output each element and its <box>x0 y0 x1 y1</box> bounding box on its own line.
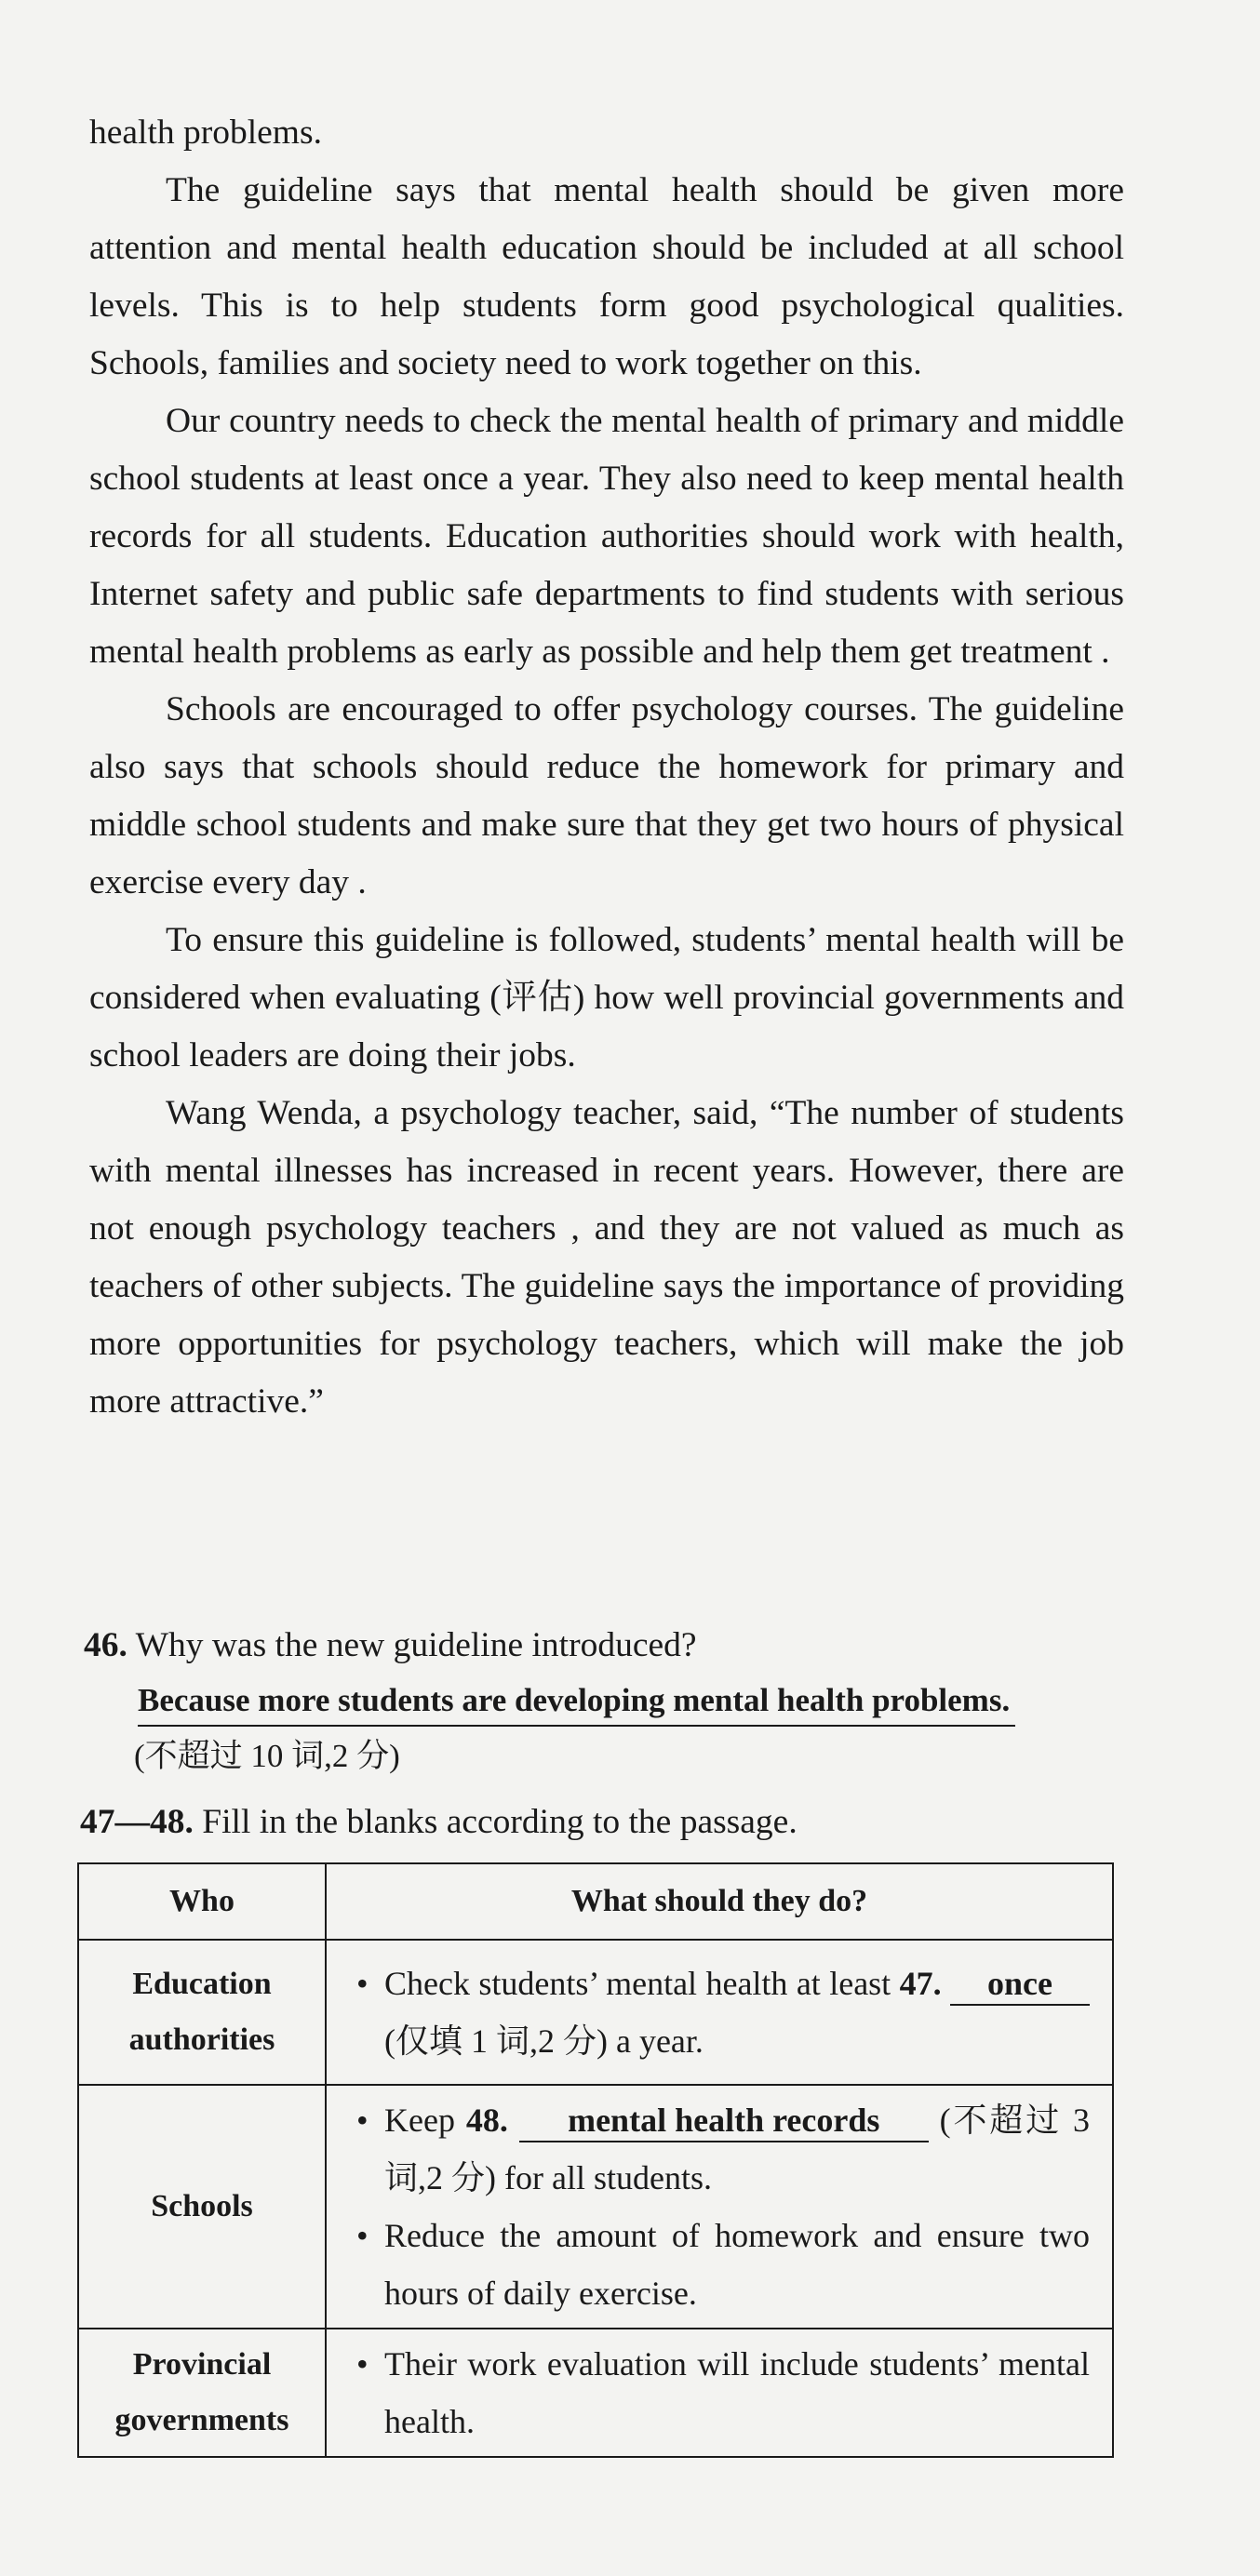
answer-47-blank: once <box>950 1963 1090 2006</box>
who-label: Schools <box>151 2189 253 2223</box>
header-who: Who <box>78 1863 326 1940</box>
paragraph: Schools are encouraged to offer psychology courses. The guideline also says that schools should reduce the homework for primary and middle school students and make sure that they get two hours of physical exercise every day . <box>89 690 1124 901</box>
header-what: What should they do? <box>326 1863 1113 1940</box>
paragraph: The guideline says that mental health should be given more attention and mental health education should be included at all school levels. This is to help students form good psychological qualities. Schools, families and society need to work together on this. <box>89 171 1124 382</box>
reading-passage <box>89 104 1124 1431</box>
bullet-item <box>353 1955 1090 2070</box>
paragraph: Our country needs to check the mental health of primary and middle school students at least once a year. They also need to keep mental health records for all students. Education authorities should work with health, Internet safety and public safe departments to find students with serious mental health problems as early as possible and help them get treatment . <box>89 402 1124 671</box>
bullet-item: • Reduce the amount of homework and ensure two hours of daily exercise. <box>353 2207 1090 2322</box>
table-row <box>78 2085 1113 2329</box>
question-number: 48. <box>465 2102 508 2139</box>
table-row <box>78 1940 1113 2085</box>
question-number: 47—48. <box>80 1803 194 1841</box>
bullet-text: Check students’ mental health at least <box>384 1965 891 2002</box>
paragraph: To ensure this guideline is followed, students’ mental health will be considered when evaluating (评估) how well provincial governments and school leaders are doing their jobs. <box>89 921 1124 1074</box>
question-number: 46. <box>84 1626 127 1664</box>
question-text: Why was the new guideline introduced? <box>135 1626 697 1664</box>
bullet-text: Keep <box>384 2102 455 2139</box>
who-label: authorities <box>128 2022 275 2057</box>
bullet-text: (仅填 1 词,2 分) a year. <box>384 2022 704 2060</box>
answer-46: Because more students are developing mental health problems. <box>138 1676 1015 1727</box>
who-cell <box>78 1940 326 2085</box>
answer-48-blank: mental health records <box>519 2100 929 2142</box>
who-cell <box>78 2329 326 2457</box>
who-label: Provincial <box>132 2347 272 2382</box>
question-46 <box>84 1617 697 1675</box>
what-cell <box>326 2329 1113 2457</box>
who-label: Education <box>132 1967 272 2001</box>
question-number: 47. <box>899 1965 942 2002</box>
paragraph: Wang Wenda, a psychology teacher, said, “The number of students with mental illnesses has increased in recent years. However, there are not enough psychology teachers , and they are not valued as much as teachers of other subjects. The guideline says the importance of providing more opportunities for psychology teachers, which will make the job more attractive.” <box>89 1094 1124 1421</box>
paragraph: health problems. <box>89 113 322 152</box>
what-cell <box>326 1940 1113 2085</box>
bullet-item <box>353 2091 1090 2207</box>
answer-table <box>77 1862 1114 2458</box>
bullet-item: • Their work evaluation will include students’ mental health. <box>353 2335 1090 2450</box>
word-limit-note: (不超过 10 词,2 分) <box>134 1738 400 1774</box>
bullet-text: (不超过 3 词,2 分) for all students. <box>384 2102 1091 2196</box>
table-row <box>78 2329 1113 2457</box>
who-cell <box>78 2085 326 2329</box>
fill-blanks-instruction <box>80 1794 798 1851</box>
table-header-row <box>78 1863 1113 1940</box>
who-label: governments <box>114 2403 289 2437</box>
what-cell <box>326 2085 1113 2329</box>
instruction-text: Fill in the blanks according to the passage. <box>202 1803 798 1841</box>
